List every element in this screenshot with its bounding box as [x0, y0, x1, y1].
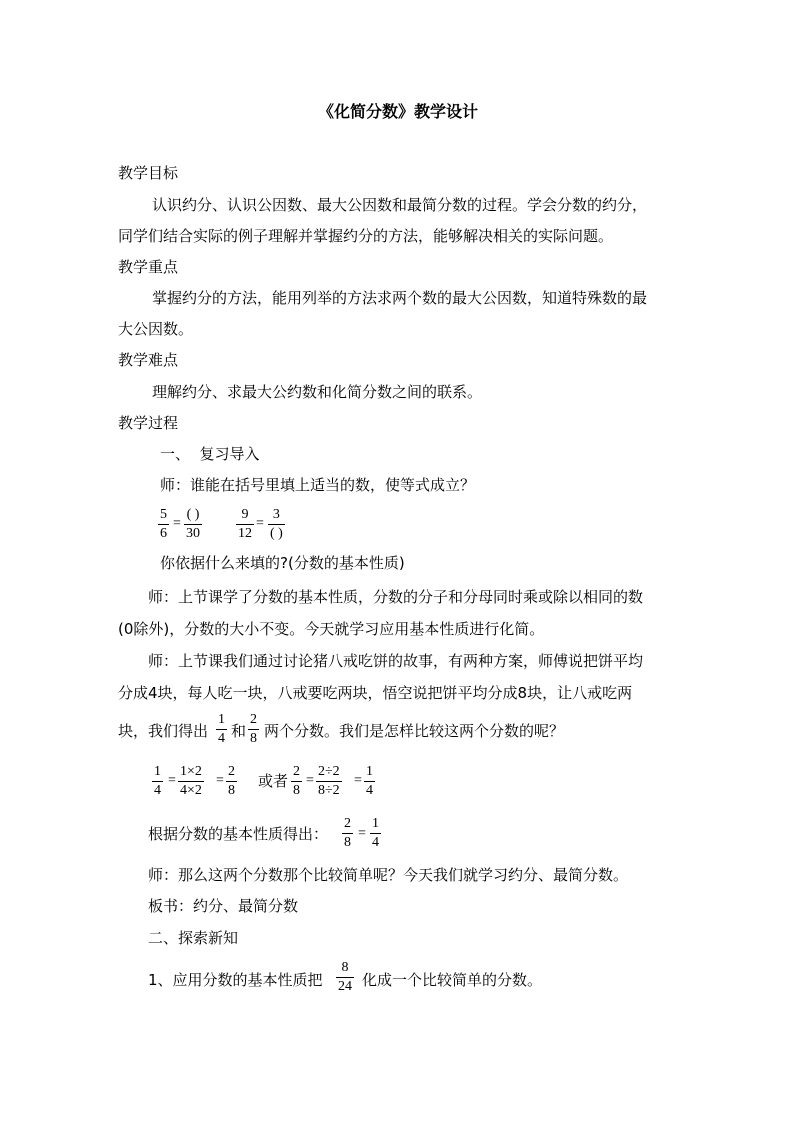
story-line3-suffix: 两个分数。我们是怎样比较这两个分数的呢？ [264, 722, 565, 740]
equals-sign: = [216, 773, 224, 788]
teacher-question: 师：谁能在括号里填上适当的数，使等式成立？ [160, 476, 476, 494]
equals-sign: = [354, 773, 362, 788]
why-question: 你依据什么来填的?(分数的基本性质) [160, 554, 405, 572]
calc2-fraction-a: 2 8 [293, 764, 300, 798]
teacher-simple-question: 师：那么这两个分数那个比较简单呢？今天我们就学习约分、最简分数。 [148, 866, 629, 884]
fraction-blank-30: ( ) 30 [186, 507, 200, 541]
fraction-3-blank: 3 ( ) [270, 507, 283, 541]
calc1-fraction-b: 1×2 4×2 [180, 764, 202, 798]
goals-heading: 教学目标 [118, 164, 179, 182]
goals-text-line2: 同学们结合实际的例子理解并掌握约分的方法，能够解决相关的实际问题。 [118, 227, 614, 245]
story-line3-prefix: 块，我们得出 [118, 722, 209, 740]
calc1-fraction-c: 2 8 [228, 764, 235, 798]
conclusion-fraction-a: 2 8 [344, 816, 351, 850]
recap-line2: (0除外)，分数的大小不变。今天就学习应用基本性质进行化简。 [118, 620, 545, 638]
calc2-fraction-b: 2÷2 8÷2 [318, 764, 340, 798]
calc2-fraction-c: 1 4 [366, 764, 373, 798]
conclusion-fraction-b: 1 4 [372, 816, 379, 850]
equals-sign: = [358, 826, 366, 841]
fraction-8-24: 8 24 [338, 960, 352, 994]
goals-text-line1: 认识约分、认识公因数、最大公因数和最简分数的过程。学会分数的约分， [152, 196, 648, 214]
fraction-5-6: 5 6 [160, 507, 167, 541]
item1-prefix: 1、应用分数的基本性质把 [148, 971, 323, 989]
key-heading: 教学重点 [118, 258, 179, 276]
story-and: 和 [231, 722, 247, 740]
fraction-2-8: 2 8 [250, 712, 257, 746]
key-text-line1: 掌握约分的方法，能用列举的方法求两个数的最大公因数，知道特殊数的最 [152, 289, 648, 307]
story-line2: 分成4块，每人吃一块，八戒要吃两块，悟空说把饼平均分成8块，让八戒吃两 [118, 684, 633, 702]
equals-sign: = [256, 516, 264, 531]
item1-suffix: 化成一个比较简单的分数。 [362, 971, 543, 989]
conclusion-prefix: 根据分数的基本性质得出： [148, 825, 329, 843]
step1-label: 一、 复习导入 [160, 445, 260, 463]
or-label: 或者 [258, 772, 289, 790]
equals-sign: = [168, 773, 176, 788]
equals-sign: = [173, 516, 181, 531]
step2-label: 二、探索新知 [148, 929, 239, 947]
story-line1: 师：上节课我们通过讨论猪八戒吃饼的故事，有两种方案，师傅说把饼平均 [148, 652, 644, 670]
document-title: 《化简分数》教学设计 [318, 102, 479, 121]
calc1-fraction-a: 1 4 [154, 764, 161, 798]
board-writing: 板书：约分、最简分数 [148, 897, 299, 915]
equals-sign: = [306, 773, 314, 788]
recap-line1: 师：上节课学了分数的基本性质，分数的分子和分母同时乘或除以相同的数 [148, 588, 644, 606]
process-heading: 教学过程 [118, 414, 179, 432]
key-text-line2: 大公因数。 [118, 320, 194, 338]
difficult-text-line1: 理解约分、求最大公约数和化简分数之间的联系。 [152, 383, 483, 401]
fraction-1-4: 1 4 [218, 712, 225, 746]
difficult-heading: 教学难点 [118, 351, 179, 369]
fraction-9-12: 9 12 [238, 507, 252, 541]
